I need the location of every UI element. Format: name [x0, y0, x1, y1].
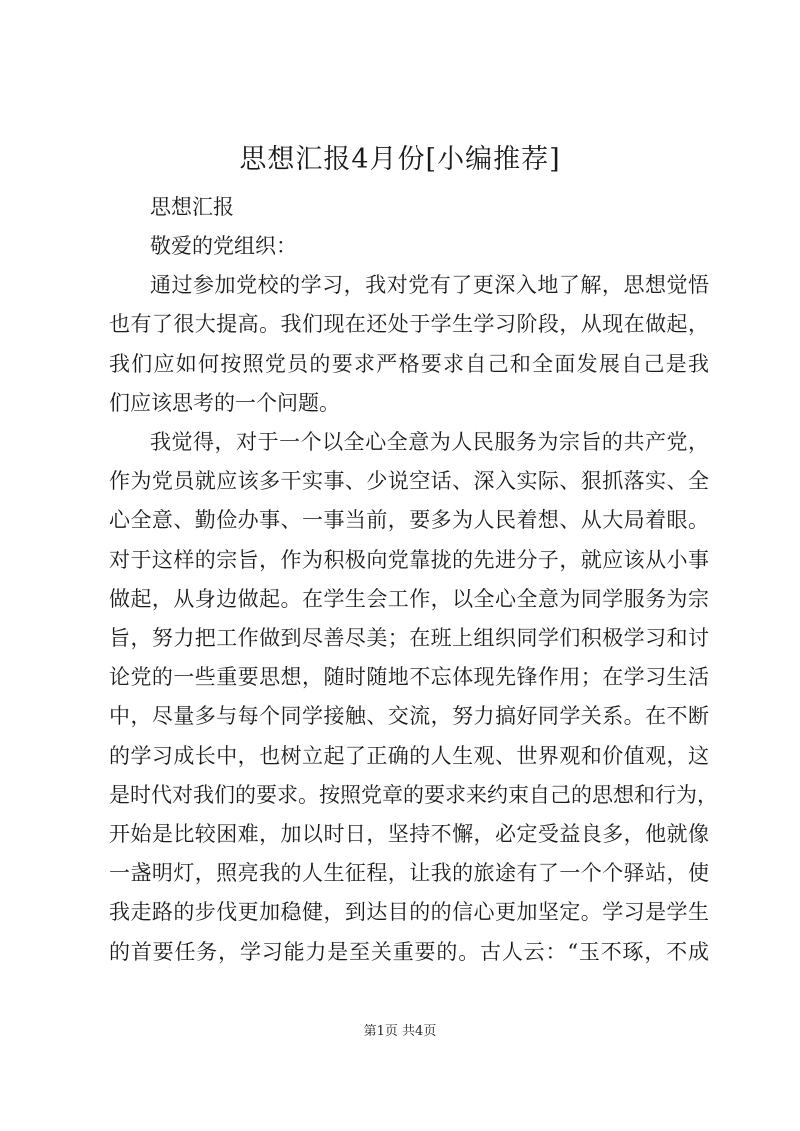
- paragraph-line: 做起，从身边做起。在学生会工作，以全心全意为同学服务为宗: [109, 587, 709, 611]
- salutation: 敬爱的党组织：: [150, 234, 297, 258]
- paragraph-line: 我走路的步伐更加稳健，到达目的的信心更加坚定。学习是学生: [109, 900, 709, 924]
- document-title: 思想汇报4月份[小编推荐]: [239, 144, 561, 175]
- paragraph-line: 开始是比较困难，加以时日，坚持不懈，必定受益良多，他就像: [109, 822, 709, 846]
- paragraph-line: 的首要任务，学习能力是至关重要的。古人云：“玉不琢，不成: [109, 940, 709, 964]
- paragraph-line: 通过参加党校的学习，我对党有了更深入地了解，思想觉悟: [150, 273, 709, 297]
- paragraph-line: 们应该思考的一个问题。: [109, 391, 340, 415]
- paragraph-line: 我们应如何按照党员的要求严格要求自己和全面发展自己是我: [109, 352, 709, 376]
- paragraph-line: 一盏明灯，照亮我的人生征程，让我的旅途有了一个个驿站，使: [109, 861, 709, 885]
- paragraph-line: 作为党员就应该多干实事、少说空话、深入实际、狠抓落实、全: [109, 469, 709, 493]
- paragraph-line: 的学习成长中，也树立起了正确的人生观、世界观和价值观，这: [109, 744, 709, 768]
- paragraph-line: 也有了很大提高。我们现在还处于学生学习阶段，从现在做起，: [109, 312, 709, 336]
- paragraph-line: 是时代对我们的要求。按照党章的要求来约束自己的思想和行为，: [109, 783, 718, 807]
- paragraph-line: 心全意、勤俭办事、一事当前，要多为人民着想、从大局着眼。: [109, 508, 709, 532]
- paragraph-line: 我觉得，对于一个以全心全意为人民服务为宗旨的共产党，: [150, 430, 709, 454]
- page-footer: 第1页 共4页: [363, 1024, 437, 1039]
- paragraph-line: 中，尽量多与每个同学接触、交流，努力搞好同学关系。在不断: [109, 704, 709, 728]
- paragraph-line: 对于这样的宗旨，作为积极向党靠拢的先进分子，就应该从小事: [109, 548, 709, 572]
- paragraph-line: 论党的一些重要思想，随时随地不忘体现先锋作用；在学习生活: [109, 665, 709, 689]
- paragraph-line: 旨，努力把工作做到尽善尽美；在班上组织同学们积极学习和讨: [109, 626, 709, 650]
- document-heading: 思想汇报: [150, 195, 234, 219]
